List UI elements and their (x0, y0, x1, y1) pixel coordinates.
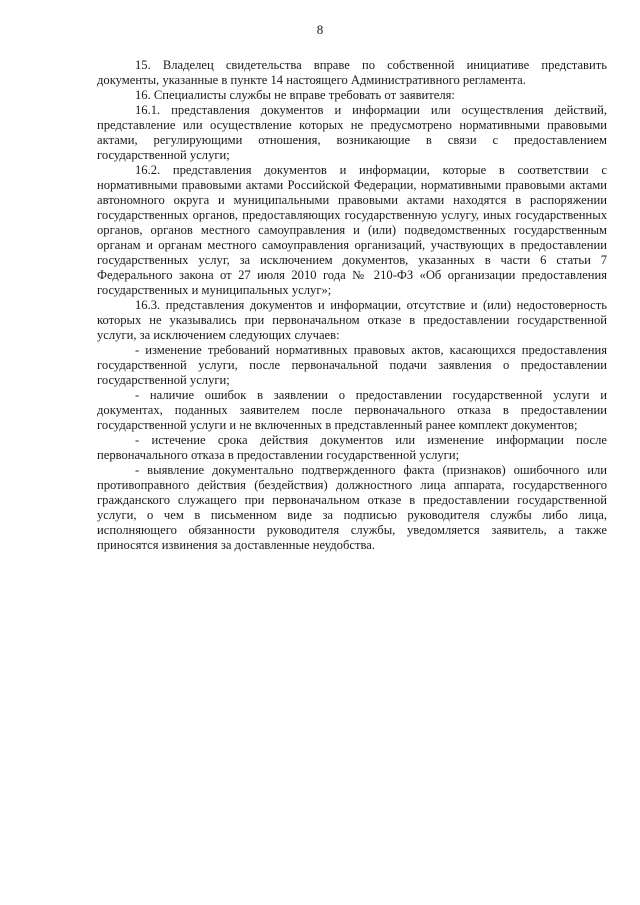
paragraph-16-2: 16.2. представления документов и информации, которые в соответствии с нормативными правовыми актами Российской Федерации, нормативными правовыми актами автономного округа и муниципальными правовыми актами находятся в распоряжении государственных органов, предоставляющих государственную услугу, иных государственных органов, органов местного самоуправления и (или) подведомственных государственным органам и органам местного самоуправления организаций, участвующих в предоставлении государственных услуг, за исключением документов, указанных в части 6 статьи 7 Федерального закона от 27 июля 2010 года № 210-ФЗ «Об организации предоставления государственных и муниципальных услуг»; (97, 163, 607, 297)
list-item-misconduct-detection: - выявление документально подтвержденного факта (признаков) ошибочного или противоправного действия (бездействия) должностного лица аппарата, государственного гражданского служащего при первоначальном отказе в предоставлении государственной услуги, о чем в письменном виде за подписью руководителя службы либо лица, исполняющего обязанности руководителя службы, уведомляется заявитель, а также приносятся извинения за доставленные неудобства. (97, 463, 607, 552)
paragraph-16-1: 16.1. представления документов и информации или осуществления действий, представление или осуществление которых не предусмотрено нормативными правовыми актами, регулирующими отношения, возникающие в связи с предоставлением государственной услуги; (97, 103, 607, 162)
page-number: 8 (316, 22, 324, 37)
paragraph-15: 15. Владелец свидетельства вправе по собственной инициативе представить документы, указанные в пункте 14 настоящего Административного регламента. (97, 58, 607, 87)
paragraph-16: 16. Специалисты службы не вправе требовать от заявителя: (135, 88, 455, 102)
list-item-document-expiry: - истечение срока действия документов или изменение информации после первоначального отказа в предоставлении государственной услуги; (97, 433, 607, 462)
list-item-requirements-change: - изменение требований нормативных правовых актов, касающихся предоставления государственной услуги, после первоначальной подачи заявления о предоставлении государственной услуги; (97, 343, 607, 387)
list-item-application-errors: - наличие ошибок в заявлении о предоставлении государственной услуги и документах, поданных заявителем после первоначального отказа в предоставлении государственной услуги и не включенных в представленный ранее комплект документов; (97, 388, 607, 432)
paragraph-16-3: 16.3. представления документов и информации, отсутствие и (или) недостоверность которых не указывались при первоначальном отказе в предоставлении государственной услуги, за исключением следующих случаев: (97, 298, 607, 342)
document-body (97, 58, 607, 553)
